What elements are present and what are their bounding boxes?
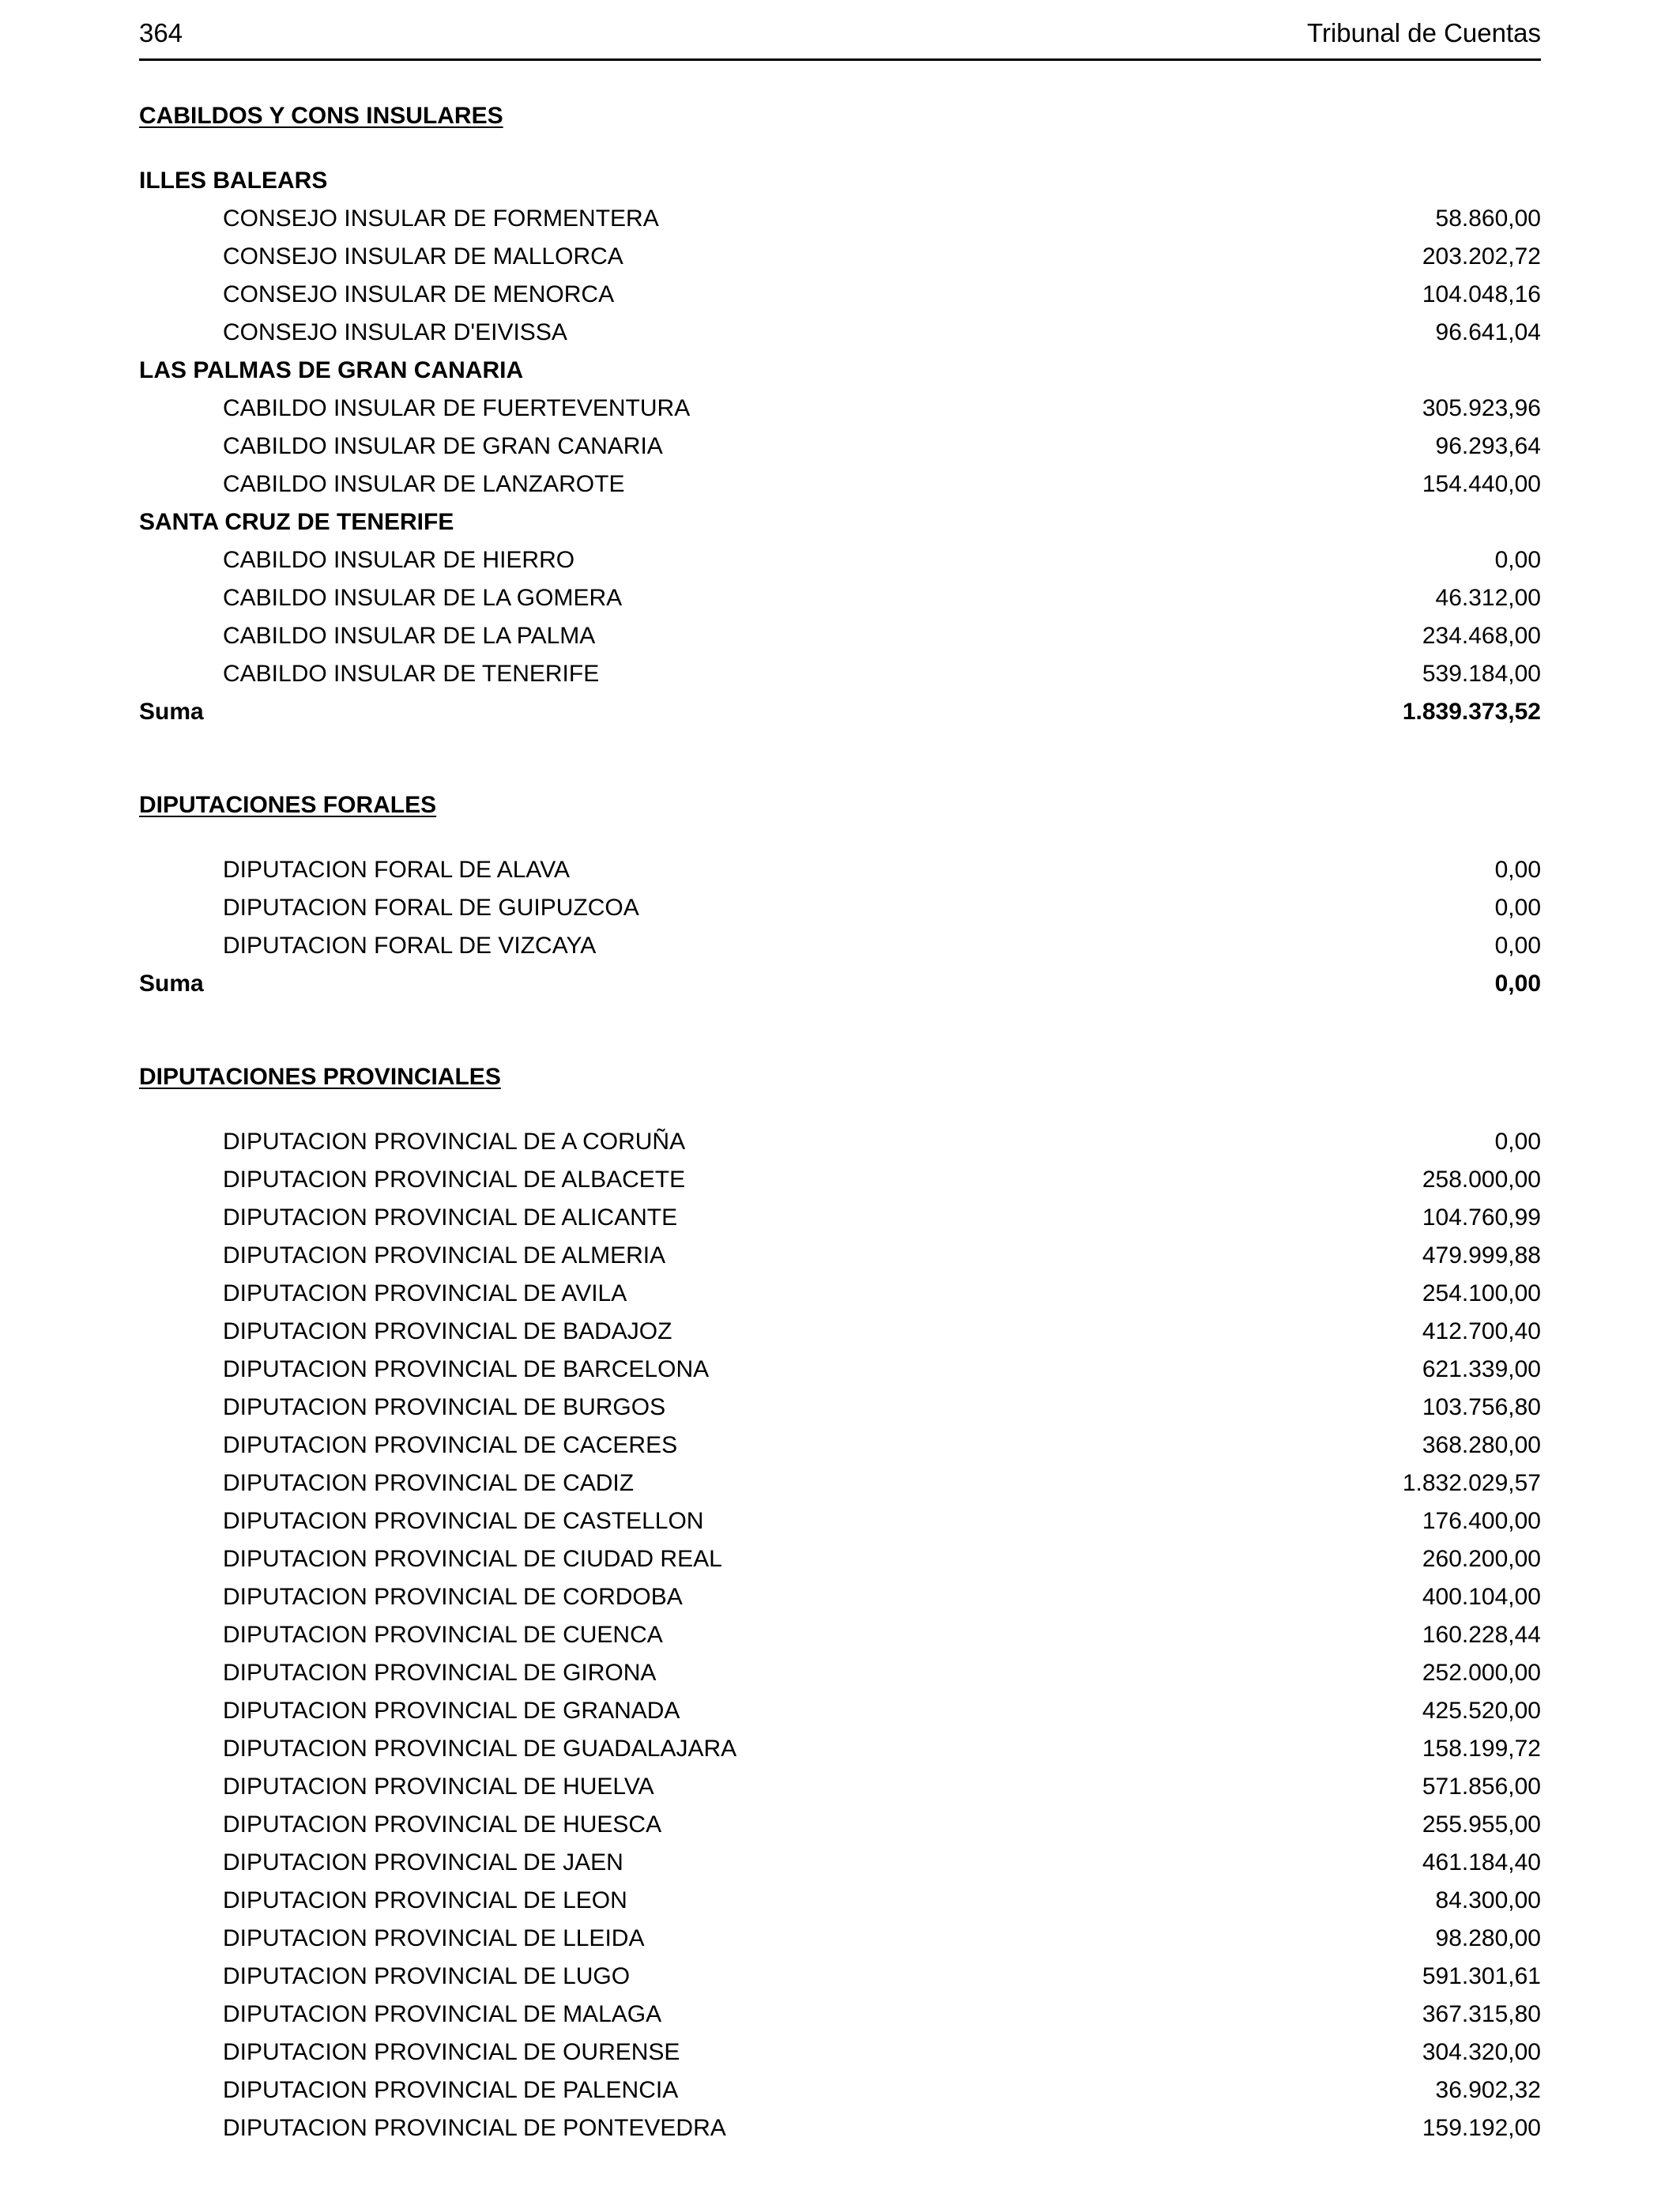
page-number: 364 [139, 18, 183, 47]
entity-row [139, 851, 1541, 889]
entity-row [139, 1578, 1541, 1616]
entity-amount: 258.000,00 [1422, 1167, 1541, 1193]
entity-row [139, 314, 1541, 352]
entity-label: DIPUTACION PROVINCIAL DE CORDOBA [223, 1584, 683, 1610]
entity-amount: 0,00 [1494, 933, 1541, 959]
entity-label: CABILDO INSULAR DE LANZAROTE [223, 471, 625, 497]
group [139, 851, 1541, 965]
entity-row [139, 2109, 1541, 2147]
entity-row [139, 2071, 1541, 2109]
suma-amount: 1.839.373,52 [1402, 699, 1541, 725]
entity-amount: 203.202,72 [1422, 243, 1541, 270]
entity-amount: 591.301,61 [1422, 1963, 1541, 1989]
entity-row [139, 428, 1541, 466]
entity-label: DIPUTACION PROVINCIAL DE GIRONA [223, 1660, 657, 1686]
entity-row [139, 1275, 1541, 1313]
entity-row [139, 1540, 1541, 1578]
entity-amount: 98.280,00 [1435, 1925, 1541, 1951]
entity-label: DIPUTACION PROVINCIAL DE LLEIDA [223, 1925, 645, 1951]
entity-label: DIPUTACION PROVINCIAL DE BURGOS [223, 1394, 666, 1420]
entity-label: DIPUTACION PROVINCIAL DE LUGO [223, 1963, 631, 1989]
entity-amount: 234.468,00 [1422, 623, 1541, 649]
entity-amount: 479.999,88 [1422, 1242, 1541, 1269]
entity-amount: 425.520,00 [1422, 1698, 1541, 1724]
entity-label: DIPUTACION PROVINCIAL DE CACERES [223, 1432, 678, 1458]
entity-row [139, 1920, 1541, 1958]
group-las-palmas-de-gran-canaria [139, 352, 1541, 503]
entity-amount: 571.856,00 [1422, 1774, 1541, 1800]
entity-label: DIPUTACION PROVINCIAL DE A CORUÑA [223, 1129, 686, 1155]
entity-row [139, 1616, 1541, 1654]
entity-amount: 368.280,00 [1422, 1432, 1541, 1458]
entity-amount: 84.300,00 [1435, 1887, 1541, 1913]
entity-row [139, 1465, 1541, 1502]
entity-label: DIPUTACION PROVINCIAL DE PALENCIA [223, 2077, 679, 2103]
entity-label: CONSEJO INSULAR DE MENORCA [223, 281, 615, 307]
entity-label: CABILDO INSULAR DE LA GOMERA [223, 585, 623, 611]
section-title: CABILDOS Y CONS INSULARES [139, 103, 503, 129]
entity-row [139, 1730, 1541, 1768]
entity-label: DIPUTACION PROVINCIAL DE GRANADA [223, 1698, 680, 1724]
entity-row [139, 466, 1541, 503]
entity-label: DIPUTACION PROVINCIAL DE ALBACETE [223, 1167, 686, 1193]
entity-amount: 46.312,00 [1435, 585, 1541, 611]
entity-row [139, 276, 1541, 314]
entity-label: DIPUTACION PROVINCIAL DE LEON [223, 1887, 627, 1913]
entity-label: CABILDO INSULAR DE LA PALMA [223, 623, 596, 649]
entity-row [139, 1996, 1541, 2034]
entity-amount: 252.000,00 [1422, 1660, 1541, 1686]
entity-label: DIPUTACION PROVINCIAL DE JAEN [223, 1849, 623, 1875]
entity-label: DIPUTACION PROVINCIAL DE MALAGA [223, 2001, 662, 2027]
section-title: DIPUTACIONES PROVINCIALES [139, 1064, 501, 1090]
entity-row [139, 1389, 1541, 1427]
document-title: Tribunal de Cuentas [1307, 18, 1541, 47]
entity-amount: 0,00 [1494, 547, 1541, 573]
suma-label: Suma [139, 699, 204, 725]
section-diputaciones-provinciales [139, 1058, 1541, 2147]
entity-row [139, 2034, 1541, 2071]
entity-row [139, 1351, 1541, 1389]
entity-row [139, 1427, 1541, 1465]
entity-amount: 260.200,00 [1422, 1546, 1541, 1572]
entity-label: DIPUTACION PROVINCIAL DE BARCELONA [223, 1356, 710, 1382]
suma-amount: 0,00 [1494, 971, 1541, 997]
entity-label: CABILDO INSULAR DE TENERIFE [223, 661, 600, 687]
entity-row [139, 238, 1541, 276]
entity-label: DIPUTACION PROVINCIAL DE CUENCA [223, 1622, 663, 1648]
section-cabildos-y-cons-insulares [139, 97, 1541, 731]
entity-label: CABILDO INSULAR DE FUERTEVENTURA [223, 395, 691, 421]
entity-amount: 104.760,99 [1422, 1204, 1541, 1231]
entity-amount: 1.832.029,57 [1402, 1470, 1541, 1496]
suma-row [139, 965, 1541, 1003]
entity-amount: 176.400,00 [1422, 1508, 1541, 1534]
entity-row [139, 1199, 1541, 1237]
document-body [139, 97, 1541, 2147]
entity-label: DIPUTACION PROVINCIAL DE ALMERIA [223, 1242, 666, 1269]
entity-label: DIPUTACION PROVINCIAL DE CADIZ [223, 1470, 635, 1496]
entity-amount: 103.756,80 [1422, 1394, 1541, 1420]
group-santa-cruz-de-tenerife [139, 503, 1541, 693]
entity-label: DIPUTACION FORAL DE GUIPUZCOA [223, 895, 639, 921]
entity-row [139, 1502, 1541, 1540]
entity-row [139, 1768, 1541, 1806]
entity-amount: 36.902,32 [1435, 2077, 1541, 2103]
entity-row [139, 390, 1541, 428]
entity-label: CONSEJO INSULAR DE MALLORCA [223, 243, 623, 270]
entity-label: DIPUTACION PROVINCIAL DE AVILA [223, 1280, 627, 1306]
entity-amount: 0,00 [1494, 1129, 1541, 1155]
entity-row [139, 655, 1541, 693]
entity-amount: 254.100,00 [1422, 1280, 1541, 1306]
entity-amount: 621.339,00 [1422, 1356, 1541, 1382]
entity-row [139, 1123, 1541, 1161]
entity-row [139, 541, 1541, 579]
entity-amount: 412.700,40 [1422, 1318, 1541, 1344]
entity-amount: 104.048,16 [1422, 281, 1541, 307]
entity-row [139, 1844, 1541, 1882]
entity-amount: 160.228,44 [1422, 1622, 1541, 1648]
entity-label: DIPUTACION PROVINCIAL DE OURENSE [223, 2039, 680, 2065]
entity-amount: 58.860,00 [1435, 205, 1541, 232]
entity-amount: 400.104,00 [1422, 1584, 1541, 1610]
entity-amount: 96.293,64 [1435, 433, 1541, 459]
group-name: LAS PALMAS DE GRAN CANARIA [139, 357, 524, 383]
entity-row [139, 1237, 1541, 1275]
entity-label: DIPUTACION PROVINCIAL DE CIUDAD REAL [223, 1546, 722, 1572]
group-name: ILLES BALEARS [139, 168, 328, 194]
section-title: DIPUTACIONES FORALES [139, 792, 437, 818]
entity-label: DIPUTACION FORAL DE ALAVA [223, 857, 570, 883]
entity-amount: 154.440,00 [1422, 471, 1541, 497]
entity-row [139, 889, 1541, 927]
entity-amount: 0,00 [1494, 895, 1541, 921]
page-header [139, 17, 1541, 61]
entity-label: DIPUTACION PROVINCIAL DE PONTEVEDRA [223, 2115, 726, 2141]
entity-row [139, 1692, 1541, 1730]
entity-amount: 158.199,72 [1422, 1736, 1541, 1762]
entity-row [139, 617, 1541, 655]
entity-label: DIPUTACION PROVINCIAL DE BADAJOZ [223, 1318, 672, 1344]
entity-label: DIPUTACION PROVINCIAL DE HUELVA [223, 1774, 654, 1800]
entity-amount: 305.923,96 [1422, 395, 1541, 421]
entity-label: DIPUTACION PROVINCIAL DE CASTELLON [223, 1508, 704, 1534]
section-diputaciones-forales [139, 786, 1541, 1003]
entity-row [139, 1654, 1541, 1692]
entity-amount: 159.192,00 [1422, 2115, 1541, 2141]
group-name: SANTA CRUZ DE TENERIFE [139, 509, 454, 535]
entity-row [139, 200, 1541, 238]
entity-label: CABILDO INSULAR DE HIERRO [223, 547, 575, 573]
entity-label: DIPUTACION PROVINCIAL DE HUESCA [223, 1811, 662, 1838]
entity-row [139, 1313, 1541, 1351]
entity-row [139, 1161, 1541, 1199]
entity-label: CABILDO INSULAR DE GRAN CANARIA [223, 433, 663, 459]
entity-amount: 367.315,80 [1422, 2001, 1541, 2027]
entity-amount: 0,00 [1494, 857, 1541, 883]
entity-label: DIPUTACION PROVINCIAL DE ALICANTE [223, 1204, 678, 1231]
entity-row [139, 1958, 1541, 1996]
entity-amount: 304.320,00 [1422, 2039, 1541, 2065]
entity-amount: 539.184,00 [1422, 661, 1541, 687]
entity-label: CONSEJO INSULAR DE FORMENTERA [223, 205, 659, 232]
entity-label: CONSEJO INSULAR D'EIVISSA [223, 319, 567, 345]
group-illes-balears [139, 162, 1541, 352]
entity-row [139, 1806, 1541, 1844]
entity-label: DIPUTACION FORAL DE VIZCAYA [223, 933, 597, 959]
group [139, 1123, 1541, 2147]
entity-label: DIPUTACION PROVINCIAL DE GUADALAJARA [223, 1736, 737, 1762]
entity-amount: 461.184,40 [1422, 1849, 1541, 1875]
suma-row [139, 693, 1541, 731]
entity-amount: 255.955,00 [1422, 1811, 1541, 1838]
entity-row [139, 1882, 1541, 1920]
suma-label: Suma [139, 971, 204, 997]
entity-row [139, 579, 1541, 617]
entity-amount: 96.641,04 [1435, 319, 1541, 345]
entity-row [139, 927, 1541, 965]
